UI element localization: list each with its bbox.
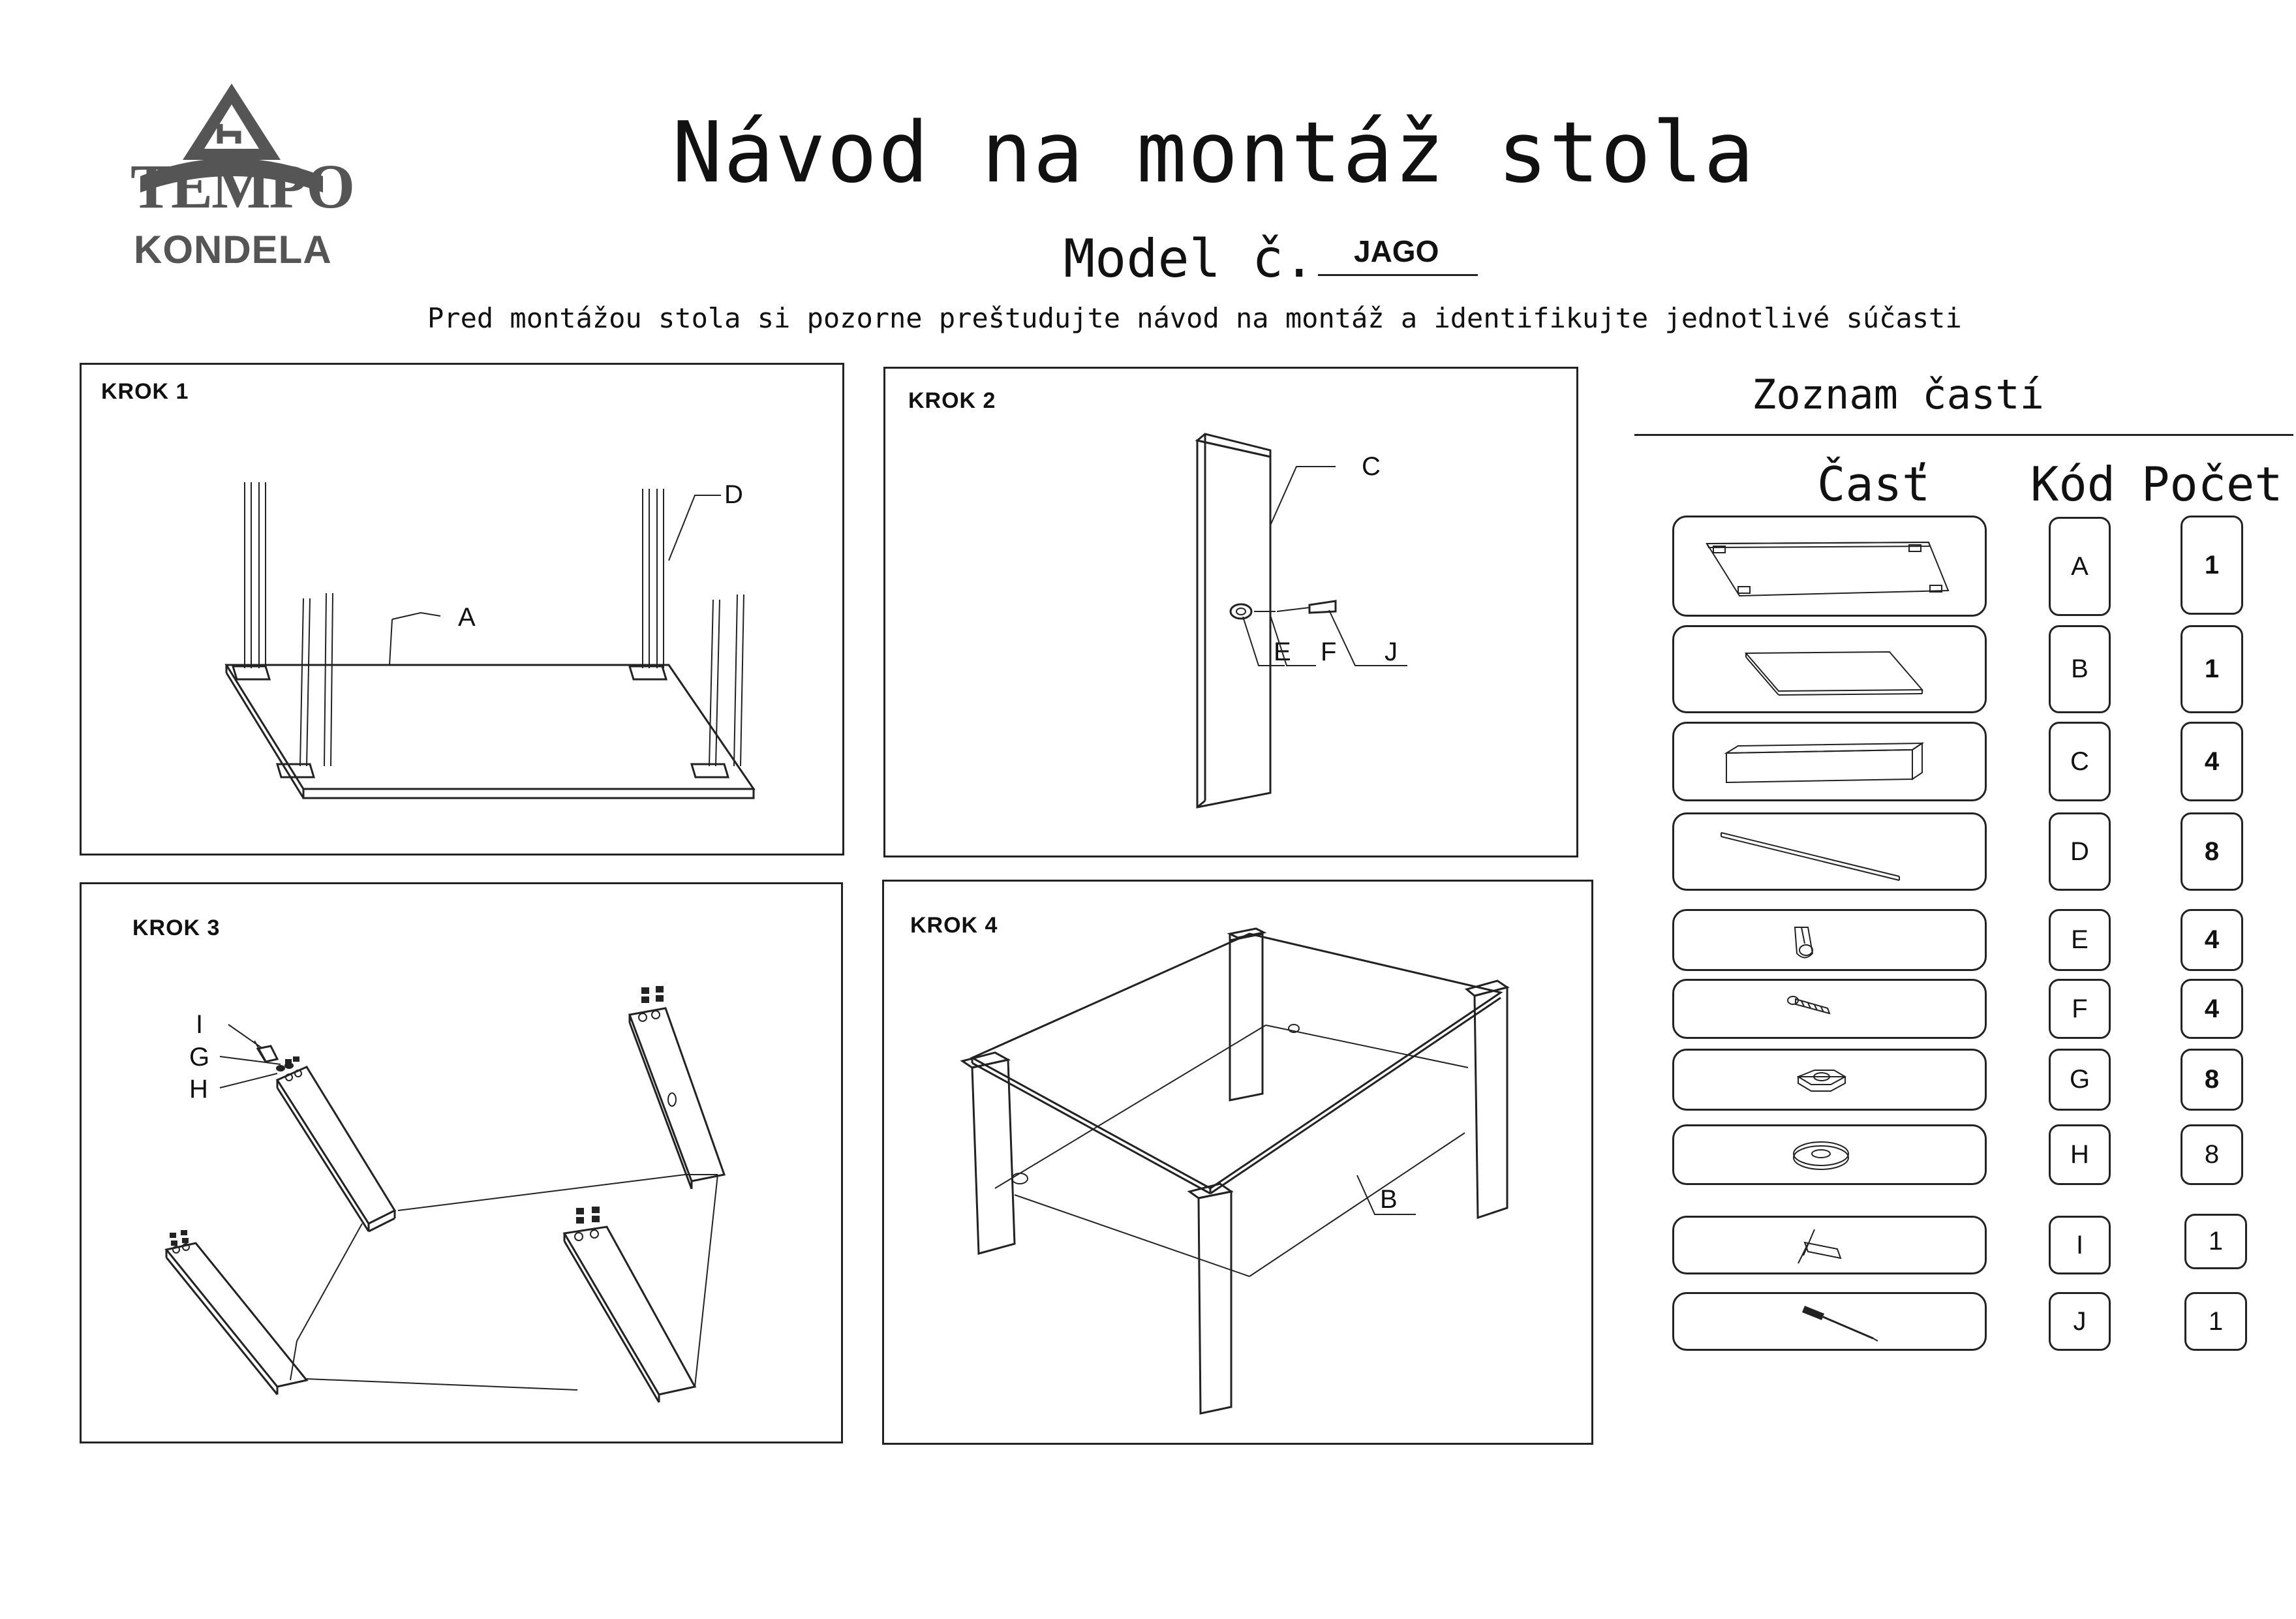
part-count-d: 8: [2181, 812, 2243, 891]
part-count-c: 4: [2181, 722, 2243, 801]
callout-c: C: [1362, 452, 1381, 481]
part-row: [1672, 1124, 1987, 1185]
column-header-part: Časť: [1817, 457, 1931, 512]
model-label: Model č.: [1064, 228, 1315, 289]
part-count-a: 1: [2181, 516, 2243, 615]
screwdriver-icon: [1674, 1294, 1989, 1353]
column-header-code: Kód: [2030, 457, 2116, 512]
part-count-g: 8: [2181, 1049, 2243, 1111]
model-line: [1064, 228, 1481, 289]
logo: [127, 78, 354, 274]
step-2-illustration: [885, 369, 1580, 859]
part-count-h: 8: [2181, 1124, 2243, 1185]
parts-list-title: Zoznam častí: [1752, 371, 2044, 418]
callout-g: G: [189, 1043, 210, 1072]
model-value: JAGO: [1354, 234, 1439, 268]
part-row: [1672, 812, 1987, 891]
part-count-j: 1: [2184, 1292, 2247, 1351]
column-header-count: Počet: [2141, 457, 2283, 512]
glass-shelf-icon: [1674, 627, 1989, 715]
washer-icon: [1674, 1126, 1989, 1187]
callout-b: B: [1380, 1185, 1398, 1214]
step-1-panel: [80, 363, 844, 856]
step-3-label: KROK 3: [132, 916, 221, 940]
logo-brand-top: TEMPO: [130, 151, 354, 221]
part-code-b: B: [2049, 625, 2111, 713]
part-code-f: F: [2049, 979, 2111, 1039]
step-4-illustration: [884, 882, 1595, 1447]
part-row: [1672, 722, 1987, 801]
callout-e: E: [1274, 638, 1291, 666]
part-count-f: 4: [2181, 979, 2243, 1039]
part-code-e: E: [2049, 909, 2111, 971]
step-2-label: KROK 2: [908, 388, 996, 413]
parts-list-rule: [1634, 434, 2293, 436]
part-code-h: H: [2049, 1124, 2111, 1185]
part-code-a: A: [2049, 517, 2111, 616]
clip-icon: [1674, 911, 1989, 973]
step-4-panel: [882, 880, 1593, 1445]
part-code-i: I: [2049, 1216, 2111, 1274]
part-code-g: G: [2049, 1049, 2111, 1111]
callout-a: A: [458, 603, 476, 632]
step-1-label: KROK 1: [101, 379, 189, 404]
part-code-d: D: [2049, 812, 2111, 891]
step-1-illustration: [82, 365, 846, 857]
callout-d: D: [724, 480, 743, 509]
nut-icon: [1674, 1051, 1989, 1113]
part-count-i: 1: [2184, 1214, 2247, 1269]
step-2-panel: [883, 367, 1578, 857]
threaded-rod-icon: [1674, 814, 1989, 893]
logo-brand-bottom: KONDELA: [134, 228, 332, 271]
part-count-b: 1: [2181, 625, 2243, 713]
part-code-c: C: [2049, 722, 2111, 801]
part-row: [1672, 909, 1987, 971]
callout-i: I: [196, 1010, 204, 1039]
allen-key-icon: [1674, 1218, 1989, 1276]
callout-j: J: [1385, 638, 1398, 666]
page-title: Návod na montáž stola: [672, 104, 1756, 202]
glass-top-icon: [1674, 517, 1989, 619]
step-3-illustration: [82, 884, 845, 1445]
step-3-panel: [80, 882, 843, 1443]
part-row: [1672, 1216, 1987, 1274]
callout-h: H: [189, 1075, 208, 1103]
model-underline: [1318, 274, 1478, 276]
screw-icon: [1674, 981, 1989, 1041]
part-count-e: 4: [2181, 909, 2243, 971]
part-row: [1672, 1292, 1987, 1351]
part-row: [1672, 979, 1987, 1039]
leg-icon: [1674, 724, 1989, 803]
part-row: [1672, 516, 1987, 617]
step-4-label: KROK 4: [910, 913, 998, 938]
callout-f: F: [1321, 638, 1337, 666]
part-row: [1672, 1049, 1987, 1111]
instruction-text: Pred montážou stola si pozorne preštudujte návod na montáž a identifikujte jednotlivé súčasti: [427, 302, 1962, 334]
part-row: [1672, 625, 1987, 713]
part-code-j: J: [2049, 1292, 2111, 1351]
